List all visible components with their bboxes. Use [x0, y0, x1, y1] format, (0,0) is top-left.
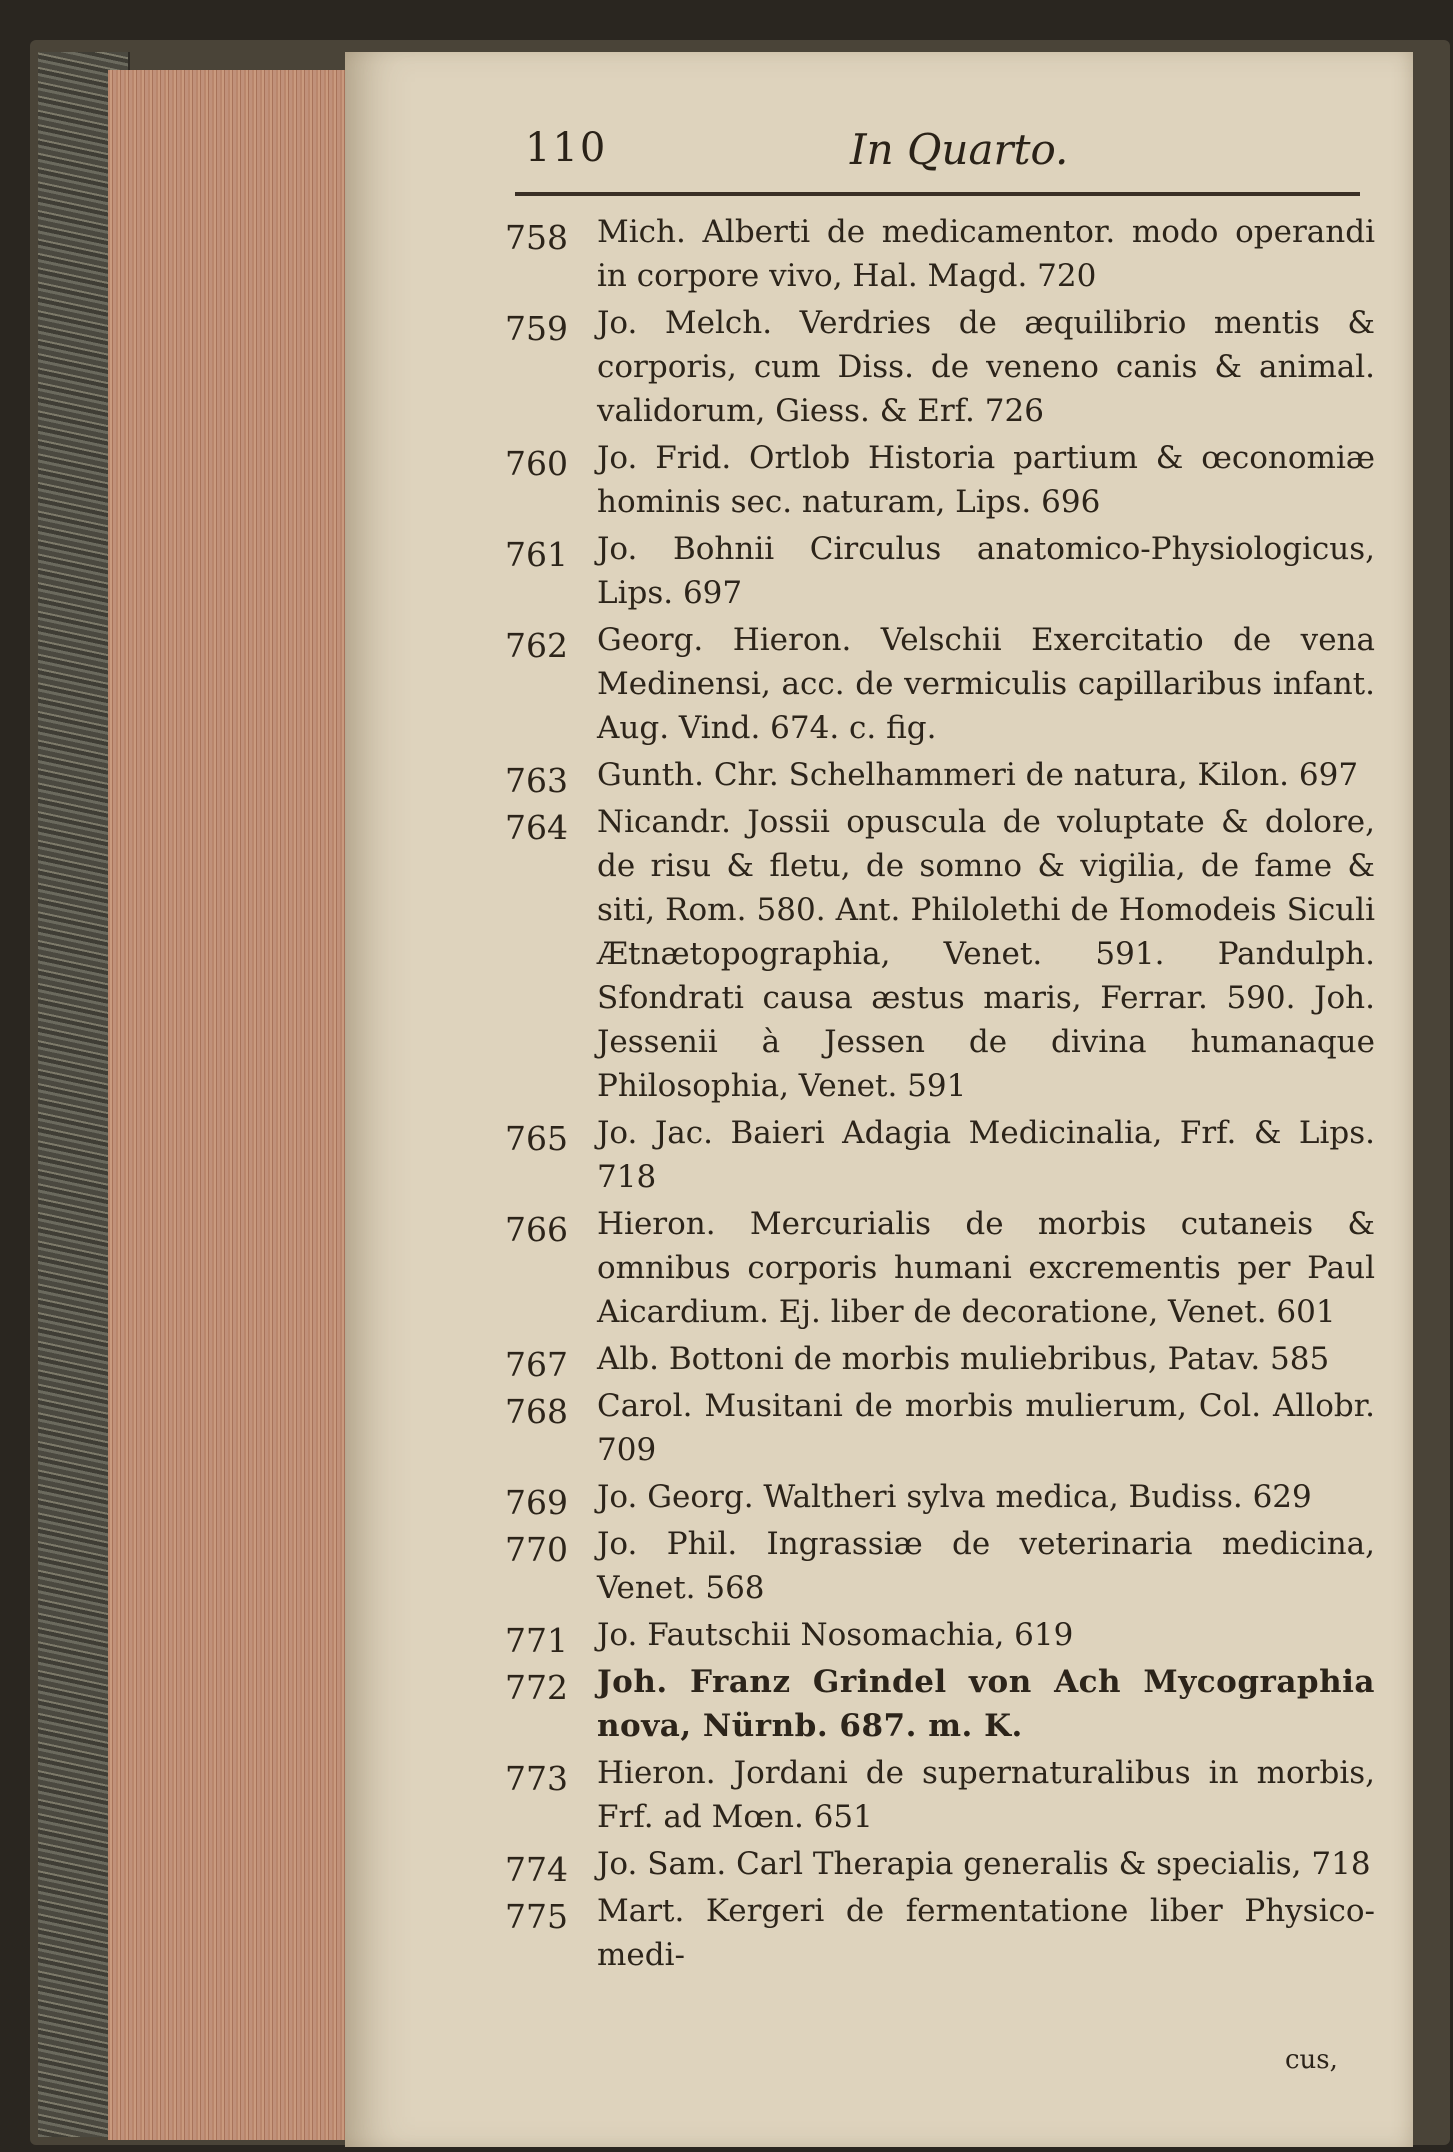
entry-number: 768 [505, 1392, 568, 1431]
list-item [505, 1202, 1375, 1334]
entry-number: 764 [505, 808, 568, 847]
entry-number: 772 [505, 1668, 568, 1707]
page-number: 110 [525, 125, 608, 171]
list-item [505, 753, 1375, 800]
entry-text: Hieron. Mercurialis de morbis cutaneis & omnibus corporis humani excrementis per Paul Aicardium. Ej. liber de decoratione, Venet. 601 [597, 1206, 1375, 1330]
entry-text: Jo. Fautschii Nosomachia, 619 [597, 1617, 1074, 1653]
entry-text: Nicandr. Jossii opuscula de voluptate & dolore, de risu & fletu, de somno & vigilia, de fame & siti, Rom. 580. Ant. Philolethi de Homodeis Siculi Ætnætopographia, Venet. 591. Pandulph. Sfondrati causa æstus maris, Ferrar. 590. Joh. Jessenii à Jessen de divina humanaque Philosophia, Venet. 591 [597, 804, 1375, 1104]
entry-text: Mart. Kergeri de fermentatione liber Physico-medi- [597, 1893, 1375, 1973]
entry-text: Jo. Phil. Ingrassiæ de veterinaria medicina, Venet. 568 [597, 1526, 1375, 1606]
entry-number: 760 [505, 444, 568, 483]
entry-text: Jo. Sam. Carl Therapia generalis & specialis, 718 [597, 1846, 1371, 1882]
list-item [505, 1842, 1375, 1889]
catchword: cus, [1285, 2045, 1338, 2075]
entry-text: Jo. Melch. Verdries de æquilibrio mentis & corporis, cum Diss. de veneno canis & animal. validorum, Giess. & Erf. 726 [597, 305, 1375, 429]
list-item [505, 618, 1375, 750]
entry-text: Jo. Jac. Baieri Adagia Medicinalia, Frf. & Lips. 718 [597, 1115, 1375, 1195]
running-head: In Quarto. [850, 125, 1069, 174]
entry-text: Alb. Bottoni de morbis muliebribus, Patav. 585 [597, 1341, 1330, 1377]
entry-number: 771 [505, 1621, 568, 1660]
entry-number: 770 [505, 1530, 568, 1569]
entry-number: 765 [505, 1119, 568, 1158]
list-item [505, 800, 1375, 1108]
entry-number: 766 [505, 1210, 568, 1249]
list-item [505, 527, 1375, 615]
entry-list [505, 210, 1375, 1980]
list-item [505, 1384, 1375, 1472]
entry-text: Joh. Franz Grindel von Ach Mycographia nova, Nürnb. 687. m. K. [597, 1664, 1375, 1744]
entry-number: 774 [505, 1850, 568, 1889]
list-item [505, 301, 1375, 433]
entry-text: Jo. Bohnii Circulus anatomico-Physiologicus, Lips. 697 [597, 531, 1375, 611]
entry-number: 762 [505, 626, 568, 665]
entry-number: 767 [505, 1345, 568, 1384]
entry-text: Hieron. Jordani de supernaturalibus in morbis, Frf. ad Mœn. 651 [597, 1755, 1375, 1835]
entry-number: 763 [505, 761, 568, 800]
list-item [505, 1111, 1375, 1199]
header-rule [515, 192, 1360, 196]
entry-number: 761 [505, 535, 568, 574]
list-item [505, 1889, 1375, 1977]
list-item [505, 1660, 1375, 1748]
list-item [505, 1475, 1375, 1522]
entry-number: 775 [505, 1897, 568, 1936]
list-item [505, 1751, 1375, 1839]
list-item [505, 436, 1375, 524]
page-edges [108, 70, 351, 2140]
entry-text: Carol. Musitani de morbis mulierum, Col. Allobr. 709 [597, 1388, 1375, 1468]
entry-text: Mich. Alberti de medicamentor. modo operandi in corpore vivo, Hal. Magd. 720 [597, 214, 1375, 294]
entry-number: 769 [505, 1483, 568, 1522]
list-item [505, 210, 1375, 298]
entry-number: 758 [505, 218, 568, 257]
list-item [505, 1337, 1375, 1384]
entry-text: Georg. Hieron. Velschii Exercitatio de vena Medinensi, acc. de vermiculis capillaribus infant. Aug. Vind. 674. c. fig. [597, 622, 1375, 746]
entry-number: 759 [505, 309, 568, 348]
entry-text: Jo. Frid. Ortlob Historia partium & œconomiæ hominis sec. naturam, Lips. 696 [597, 440, 1375, 520]
list-item [505, 1522, 1375, 1610]
entry-number: 773 [505, 1759, 568, 1798]
entry-text: Jo. Georg. Waltheri sylva medica, Budiss. 629 [597, 1479, 1312, 1515]
page-header [525, 125, 1355, 185]
entry-text: Gunth. Chr. Schelhammeri de natura, Kilon. 697 [597, 757, 1359, 793]
list-item [505, 1613, 1375, 1660]
